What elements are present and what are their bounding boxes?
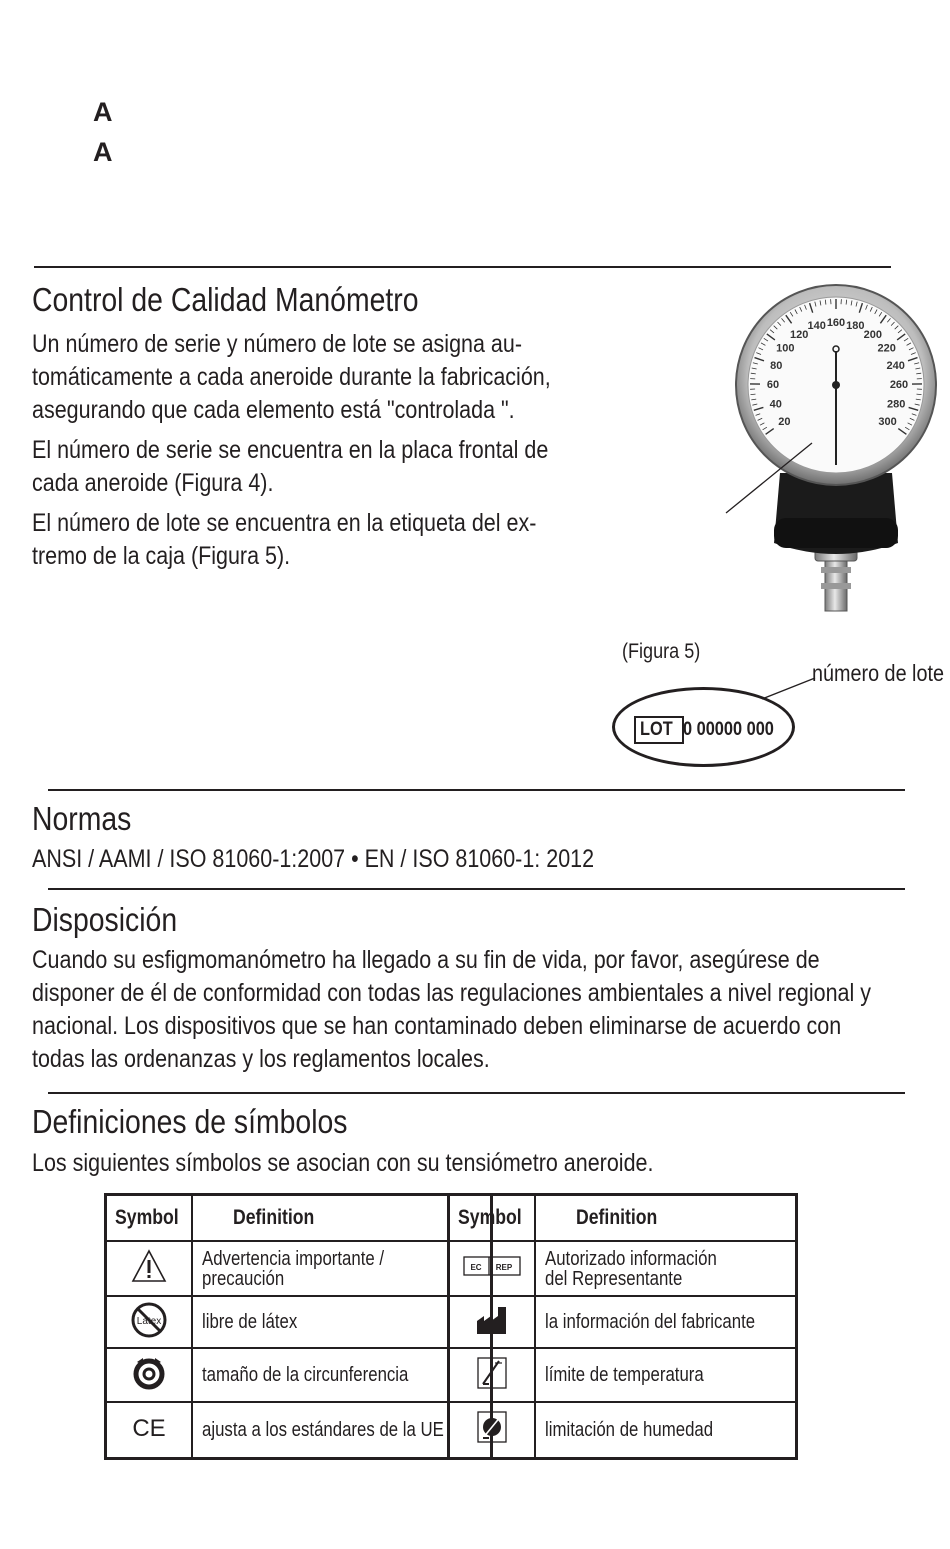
table-header-row <box>106 1195 492 1242</box>
header-letters <box>93 92 113 172</box>
warning-triangle-icon <box>106 1241 192 1296</box>
text-line: tomáticamente a cada aneroide durante la fabricación, <box>32 363 551 391</box>
gauge-tick <box>917 394 922 395</box>
svg-text:EC: EC <box>470 1263 482 1272</box>
header-letter: A <box>93 97 113 127</box>
symbol-definition: Advertencia importante / precaución <box>192 1241 491 1296</box>
gauge-scale-label: 40 <box>769 398 782 411</box>
symbol-definition: Autorizado información del Representante <box>535 1241 797 1296</box>
text-line: El número de lote se encuentra en la etiqueta del ex- <box>32 509 537 537</box>
column-header-definition: Definition <box>535 1195 797 1242</box>
table-row <box>449 1296 797 1348</box>
symbol-table-right <box>447 1193 798 1460</box>
gauge-scale-label: 300 <box>878 416 897 429</box>
gauge-tick <box>751 394 756 395</box>
text-line: nacional. Los dispositivos que se han contaminado deben eliminarse de acuerdo con <box>32 1012 842 1040</box>
table-header-row <box>449 1195 797 1242</box>
disposicion-title: Disposición <box>32 901 178 938</box>
svg-text:REP: REP <box>495 1263 513 1272</box>
simbolos-title: Definiciones de símbolos <box>32 1103 348 1140</box>
symbol-definition: la información del fabricante <box>535 1296 797 1348</box>
section-divider <box>48 1092 905 1094</box>
text-line: disponer de él de conformidad con todas las regulaciones ambientales a nivel regional y <box>32 979 872 1007</box>
gauge-scale-label: 260 <box>889 379 909 392</box>
svg-text:CE: CE <box>132 1415 166 1443</box>
gauge-scale-label: 80 <box>770 359 783 372</box>
section-divider <box>48 789 905 791</box>
text-line: El número de serie se encuentra en la placa frontal de <box>32 436 549 464</box>
aneroid-gauge-image <box>720 283 950 623</box>
gauge-scale-label: 60 <box>766 379 780 392</box>
circumference-icon <box>106 1348 192 1402</box>
column-header-symbol: Symbol <box>449 1195 535 1242</box>
gauge-scale-label: 220 <box>877 342 896 355</box>
table-row <box>106 1296 492 1348</box>
table-row <box>449 1402 797 1458</box>
ce-mark-icon <box>106 1402 192 1458</box>
text-line: Cuando su esfigmomanómetro ha llegado a su fin de vida, por favor, asegúrese de <box>32 946 820 974</box>
column-header-symbol: Symbol <box>106 1195 192 1242</box>
header-letter: A <box>93 137 113 167</box>
table-row <box>106 1402 492 1458</box>
quality-title: Control de Calidad Manómetro <box>32 281 419 318</box>
temperature-limit-icon <box>449 1348 535 1402</box>
text-line: Un número de serie y número de lote se asigna au- <box>32 330 522 358</box>
column-header-definition: Definition <box>192 1195 491 1242</box>
gauge-scale-label: 200 <box>863 328 882 341</box>
latex-free-icon <box>106 1296 192 1348</box>
simbolos-intro: Los siguientes símbolos se asocian con su tensiómetro aneroide. <box>32 1149 654 1177</box>
text-line: tremo de la caja (Figura 5). <box>32 542 291 570</box>
text-line: cada aneroide (Figura 4). <box>32 469 274 497</box>
gauge-scale-label: 240 <box>886 359 905 372</box>
symbol-definition: limitación de humedad <box>535 1402 797 1458</box>
symbol-definition: libre de látex <box>192 1296 491 1348</box>
symbol-definition: límite de temperatura <box>535 1348 797 1402</box>
svg-text:Latex: Latex <box>136 1315 162 1327</box>
humidity-limit-icon <box>449 1402 535 1458</box>
lot-symbol: LOT <box>634 716 684 744</box>
gauge-scale-label: 280 <box>887 398 906 411</box>
quality-paragraph-3 <box>32 507 619 573</box>
table-row <box>449 1241 797 1296</box>
ec-rep-icon <box>449 1241 535 1296</box>
disposicion-text <box>32 944 950 1076</box>
gauge-scale-label: 140 <box>807 320 826 332</box>
table-row <box>106 1241 492 1296</box>
table-row <box>449 1348 797 1402</box>
symbol-definition: tamaño de la circunferencia <box>192 1348 491 1402</box>
section-divider <box>34 266 891 268</box>
table-row <box>106 1348 492 1402</box>
section-divider <box>48 888 905 890</box>
symbol-table-left <box>104 1193 493 1460</box>
normas-text: ANSI / AAMI / ISO 81060-1:2007 • EN / ISO 81060-1: 2012 <box>32 845 595 873</box>
symbol-definition: ajusta a los estándares de la UE <box>192 1402 491 1458</box>
lot-number: 0 00000 000 <box>683 719 774 740</box>
gauge-scale-label: 100 <box>776 342 795 355</box>
gauge-scale-label: 20 <box>778 416 791 429</box>
figure-caption: (Figura 5) <box>622 640 701 663</box>
manufacturer-icon <box>449 1296 535 1348</box>
gauge-scale-label: 120 <box>790 328 809 341</box>
text-line: todas las ordenanzas y los reglamentos locales. <box>32 1045 490 1073</box>
gauge-scale-label: 180 <box>846 320 865 332</box>
quality-paragraph-2 <box>32 434 632 500</box>
gauge-scale-label: 160 <box>826 317 846 329</box>
quality-paragraph-1 <box>32 328 635 427</box>
text-line: asegurando que cada elemento está "controlada ". <box>32 396 515 424</box>
lot-number-label: número de lote <box>812 660 944 686</box>
normas-title: Normas <box>32 800 132 837</box>
